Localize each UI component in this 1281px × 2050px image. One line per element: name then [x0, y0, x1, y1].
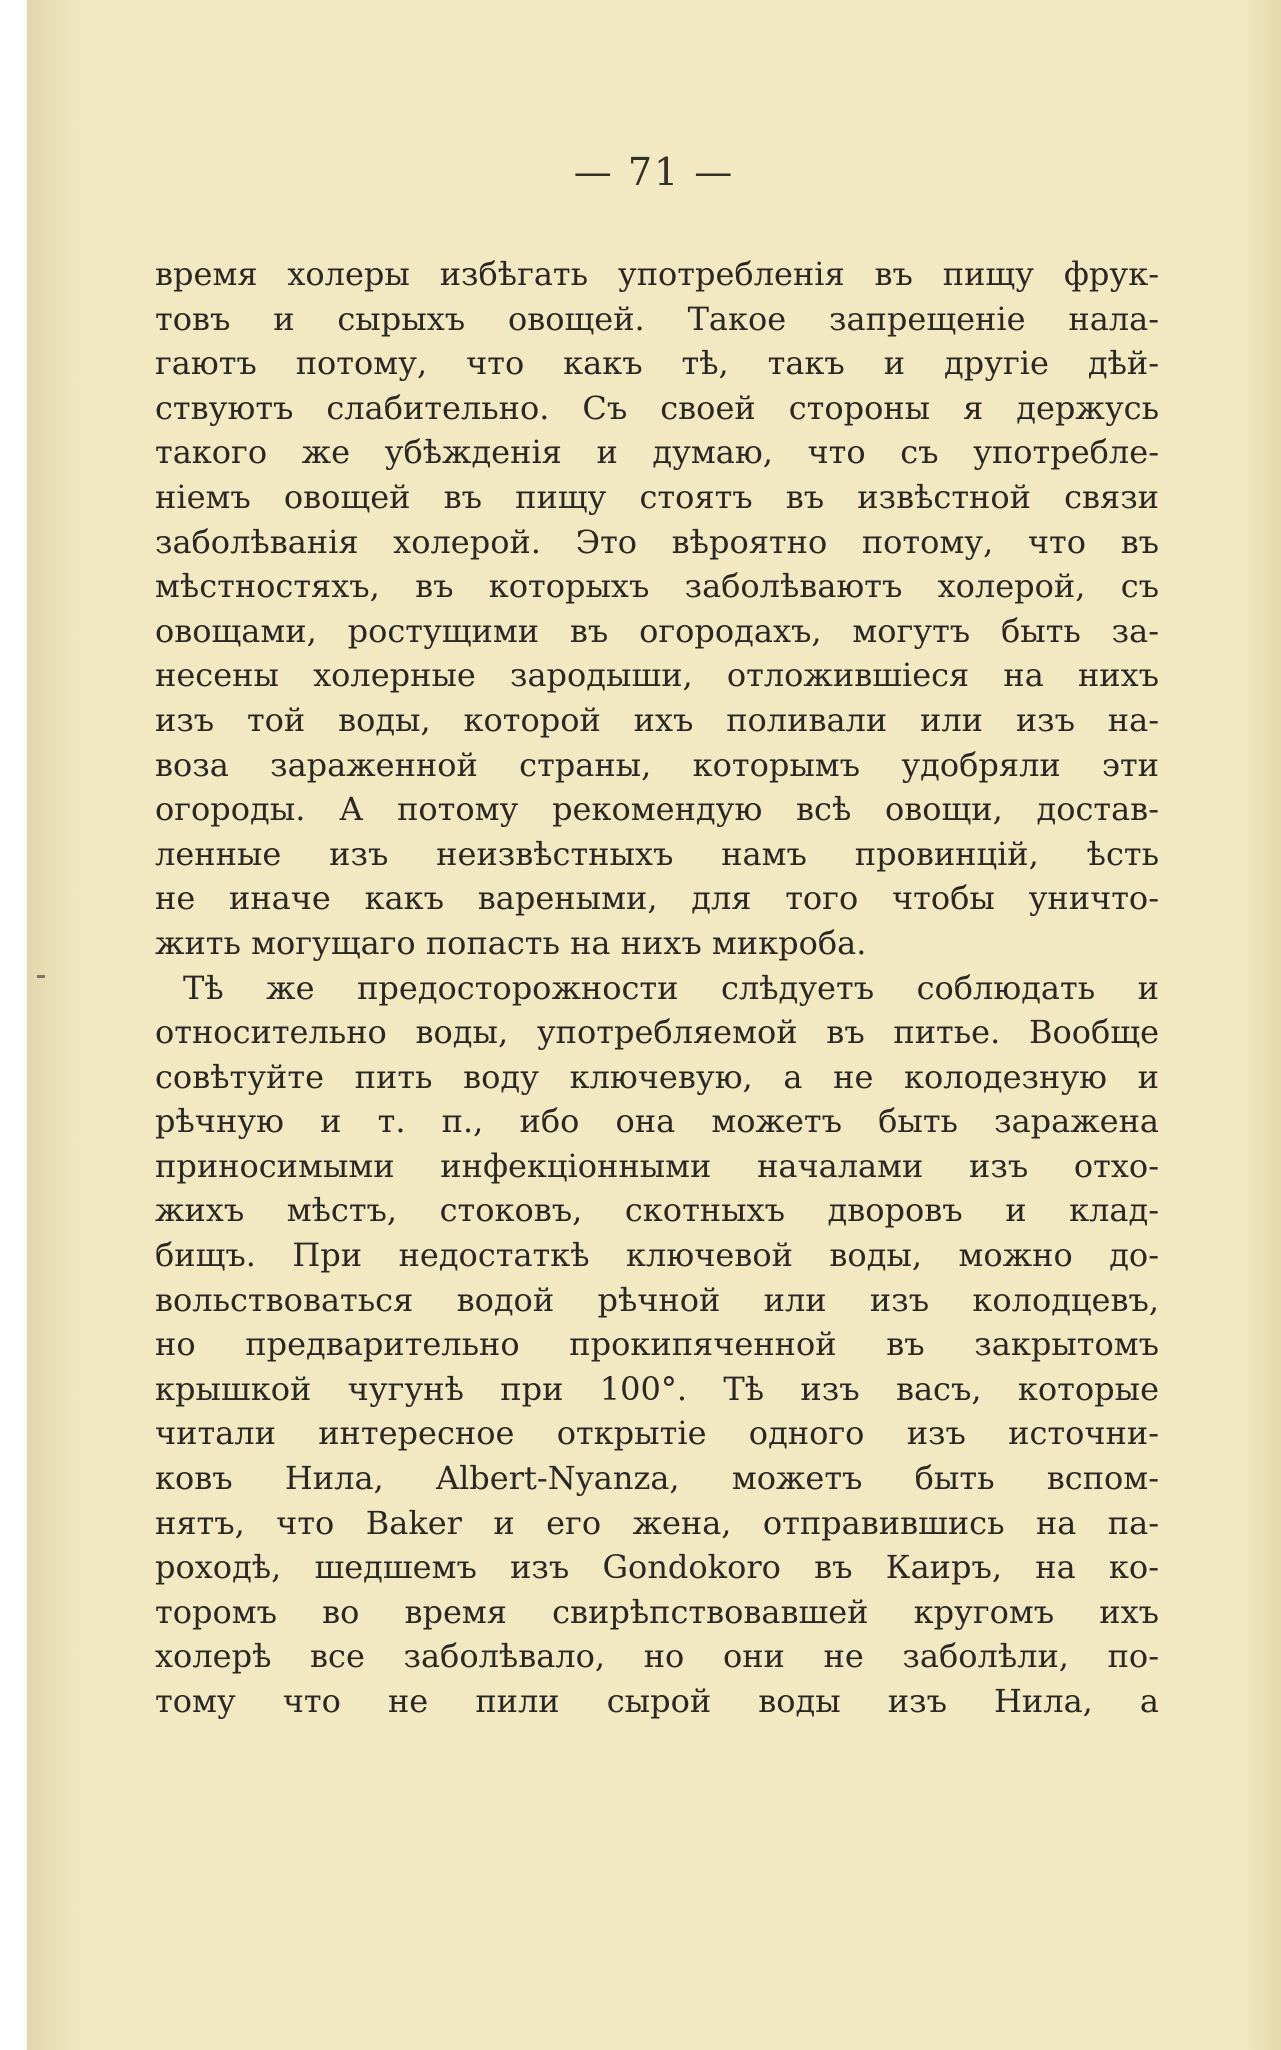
text-line: ленные изъ неизвѣстныхъ намъ провинцій, ѣсть — [155, 834, 1159, 873]
text-line: торомъ во время свирѣпствовавшей кругомъ ихъ — [155, 1592, 1159, 1631]
body-text — [155, 252, 1159, 1724]
text-line: воза зараженной страны, которымъ удобряли эти — [155, 745, 1159, 784]
text-line: заболѣванія холерой. Это вѣроятно потому, что въ — [155, 522, 1159, 561]
text-line: изъ той воды, которой ихъ поливали или изъ на- — [155, 700, 1159, 739]
text-line: вольствоваться водой рѣчной или изъ колодцевъ, — [155, 1280, 1159, 1319]
text-line: товъ и сырыхъ овощей. Такое запрещеніе нала- — [155, 299, 1159, 338]
page-number-header: — 71 — — [573, 150, 735, 194]
text-line: приносимыми инфекціонными началами изъ отхо- — [155, 1146, 1159, 1185]
text-line: такого же убѣжденія и думаю, что съ употребле- — [155, 433, 1159, 472]
text-line: овощами, ростущими въ огородахъ, могутъ быть за- — [155, 611, 1159, 650]
text-line: ніемъ овощей въ пищу стоятъ въ извѣстной связи — [155, 477, 1159, 516]
text-line: рѣчную и т. п., ибо она можетъ быть заражена — [155, 1102, 1159, 1141]
text-line: ствуютъ слабительно. Съ своей стороны я держусь — [155, 388, 1159, 427]
text-line: огороды. А потому рекомендую всѣ овощи, достав- — [155, 790, 1159, 829]
text-line: жихъ мѣстъ, стоковъ, скотныхъ дворовъ и клад- — [155, 1191, 1159, 1230]
text-line: время холеры избѣгать употребленія въ пищу фрук- — [155, 255, 1159, 293]
margin-mark — [37, 975, 45, 978]
text-line-paragraph-end: жить могущаго попасть на нихъ микроба. — [155, 923, 867, 962]
text-line: гаютъ потому, что какъ тѣ, такъ и другіе дѣй- — [155, 344, 1159, 383]
text-line: крышкой чугунѣ при 100°. Тѣ изъ васъ, которые — [155, 1369, 1159, 1408]
text-line: роходѣ, шедшемъ изъ Gondokoro въ Каиръ, на ко- — [155, 1548, 1159, 1587]
book-page — [27, 0, 1281, 2050]
text-line: ковъ Нила, Albert-Nyanza, можетъ быть вспом- — [155, 1459, 1159, 1498]
text-line: мѣстностяхъ, въ которыхъ заболѣваютъ холерой, съ — [155, 567, 1159, 606]
text-line: читали интересное открытіе одного изъ источни- — [155, 1414, 1159, 1453]
text-line: холерѣ все заболѣвало, но они не заболѣли, по- — [155, 1637, 1159, 1676]
text-line: относительно воды, употребляемой въ питье. Вообще — [155, 1013, 1159, 1052]
text-line: но предварительно прокипяченной въ закрытомъ — [155, 1325, 1159, 1364]
text-line: совѣтуйте пить воду ключевую, а не колодезную и — [155, 1057, 1159, 1096]
text-line: тому что не пили сырой воды изъ Нила, а — [155, 1682, 1159, 1720]
text-line: бищъ. При недостаткѣ ключевой воды, можно до- — [155, 1236, 1159, 1275]
text-line-paragraph-start: Тѣ же предосторожности слѣдуетъ соблюдать и — [183, 968, 1159, 1007]
text-line: несены холерные зародыши, отложившіеся на нихъ — [155, 656, 1159, 695]
text-line: нятъ, что Baker и его жена, отправившись на па- — [155, 1503, 1159, 1542]
text-line: не иначе какъ вареными, для того чтобы уничто- — [155, 879, 1159, 918]
